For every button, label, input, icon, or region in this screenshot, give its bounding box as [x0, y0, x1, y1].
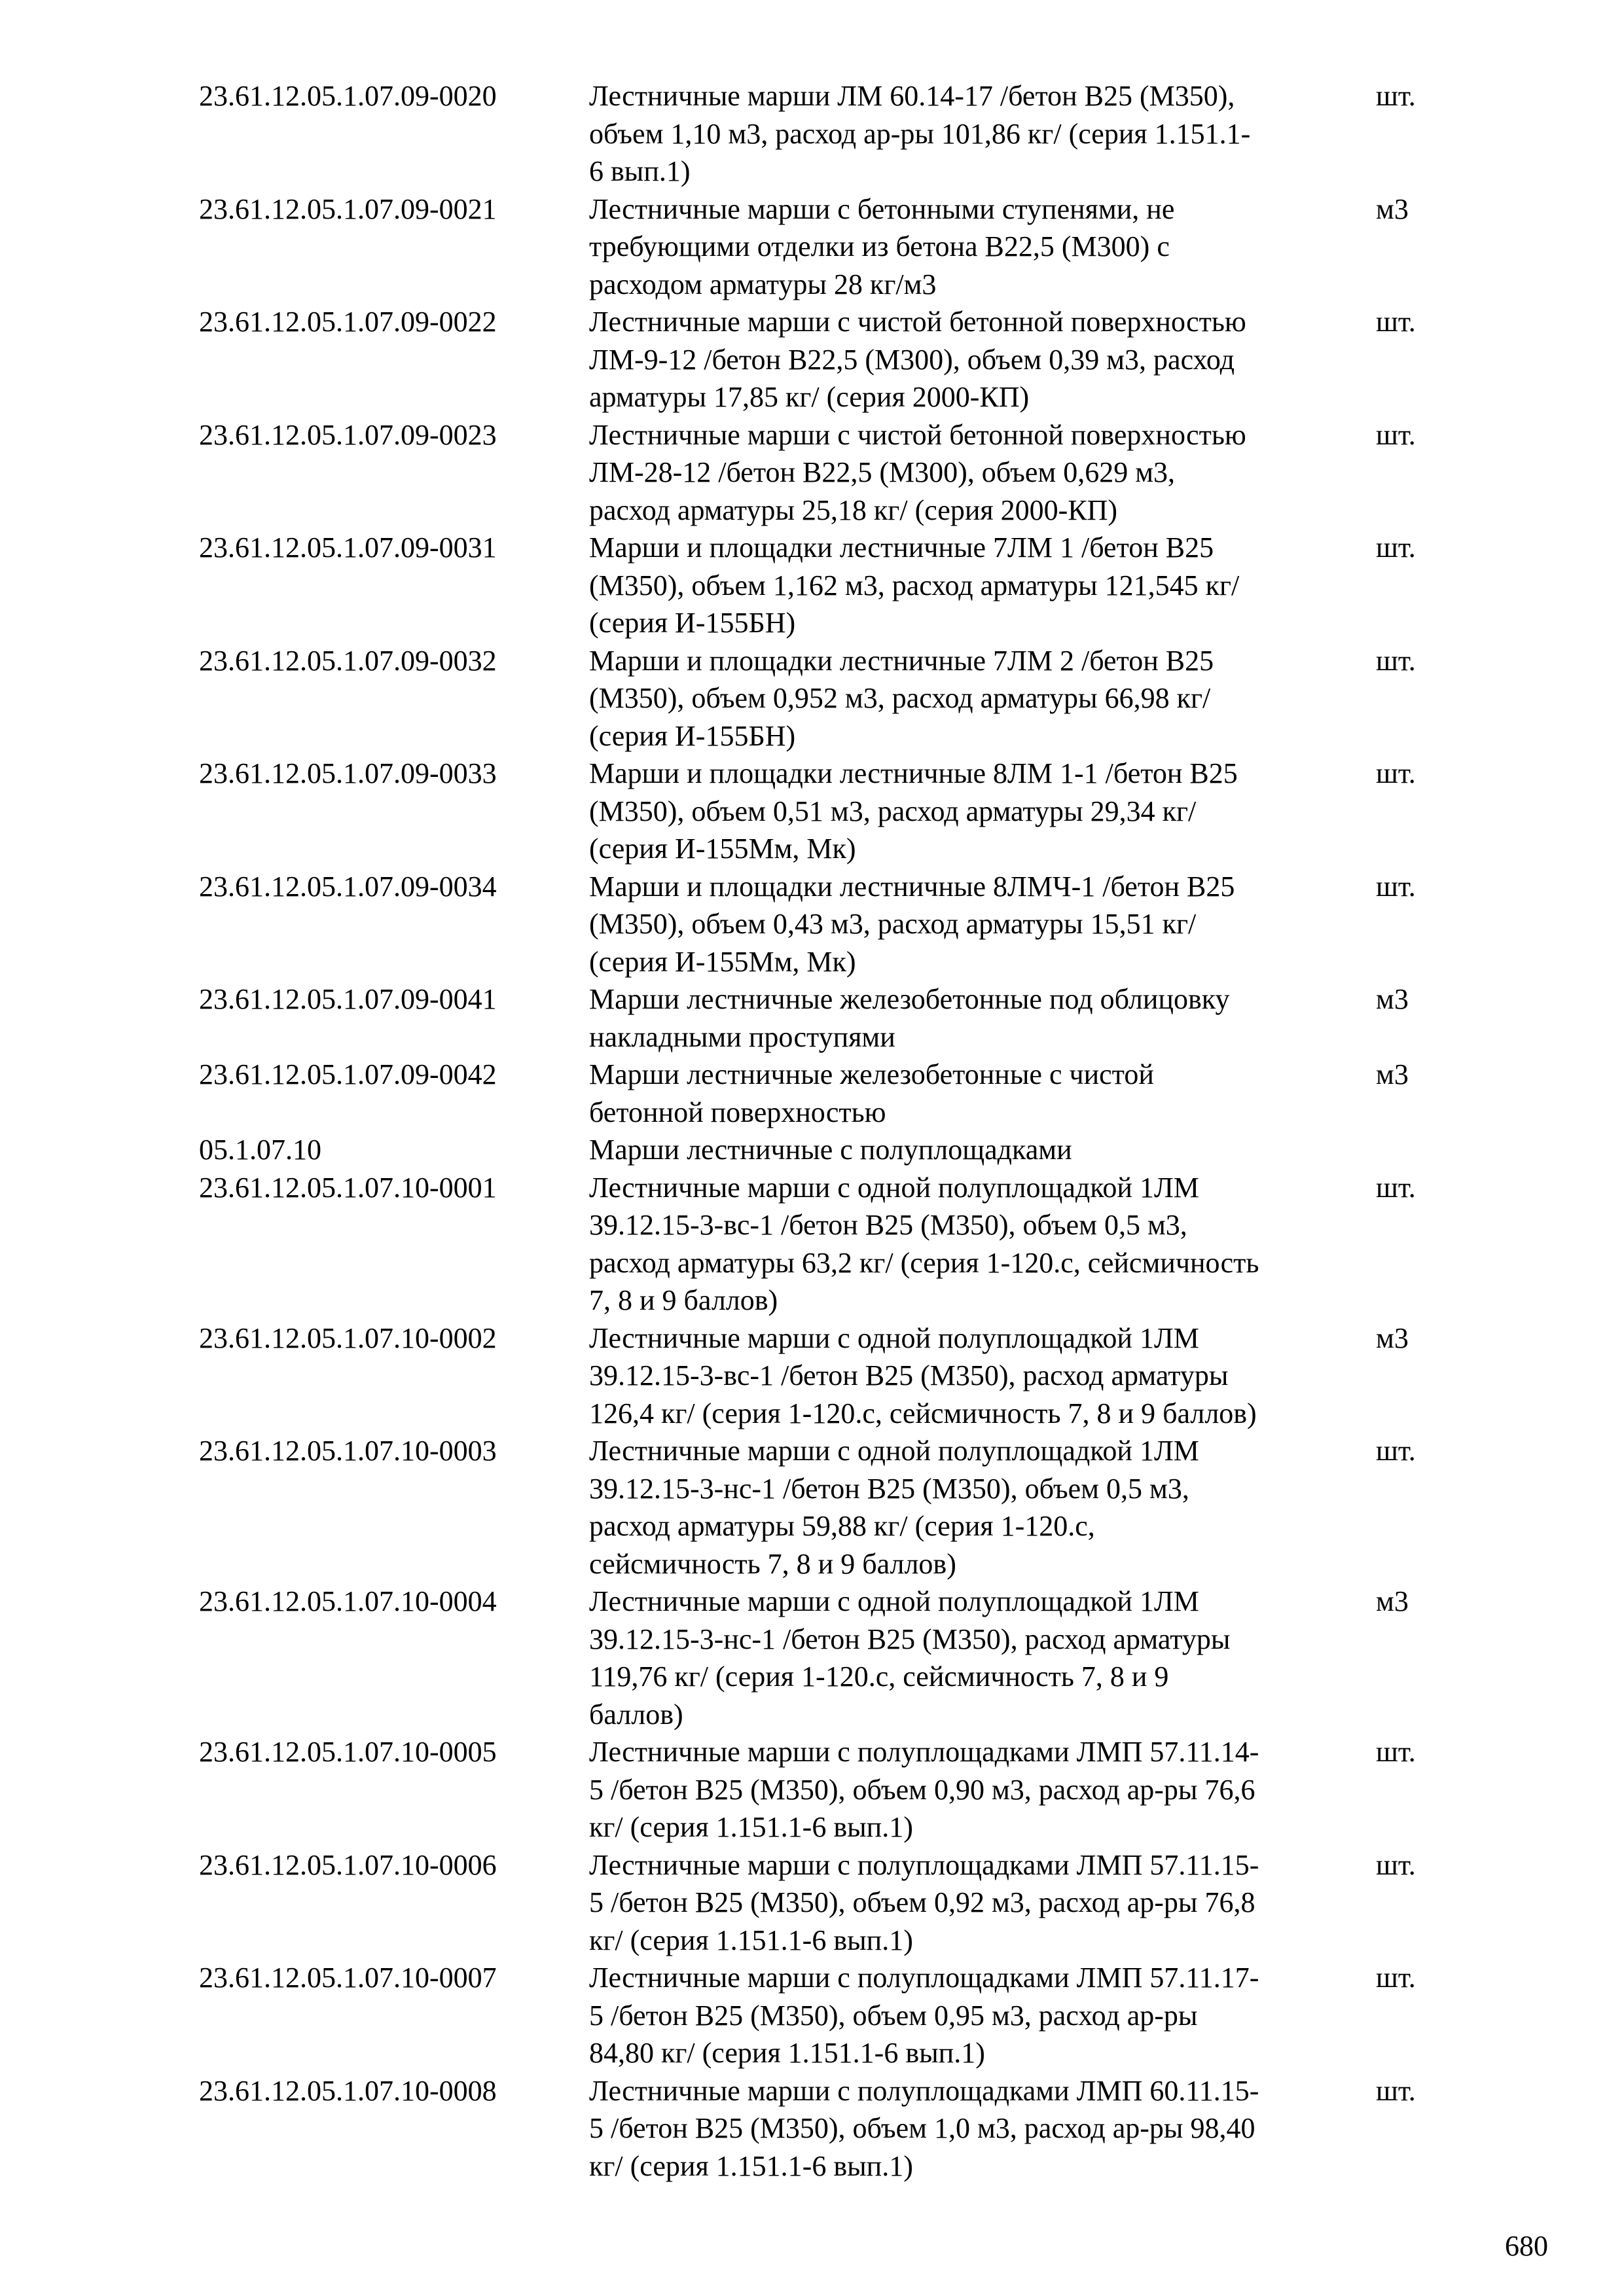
unit-of-measure: шт. [1376, 418, 1416, 451]
resource-code: 23.61.12.05.1.07.09-0020 [199, 80, 497, 112]
unit-of-measure: шт. [1376, 80, 1416, 112]
resource-code: 23.61.12.05.1.07.09-0032 [199, 644, 497, 677]
catalog-row [199, 868, 1430, 981]
catalog-row [199, 1583, 1430, 1733]
resource-code: 23.61.12.05.1.07.09-0041 [199, 983, 497, 1015]
catalog-row [199, 416, 1430, 529]
catalog-row [199, 1846, 1430, 1960]
resource-name: Лестничные марши с полуплощадками ЛМП 57.11.14- 5 /бетон В25 (М350), объем 0,90 м3, расход ар-ры 76,6 кг/ (серия 1.151.1-6 вып.1) [589, 1736, 1259, 1843]
resource-code: 23.61.12.05.1.07.10-0002 [199, 1321, 497, 1354]
catalog-row [199, 529, 1430, 642]
catalog-row [199, 642, 1430, 755]
section-code: 05.1.07.10 [199, 1134, 321, 1166]
resource-name: Лестничные марши с одной полуплощадкой 1ЛМ 39.12.15-3-нс-1 /бетон В25 (М350), расход арматуры 119,76 кг/ (серия 1-120.с, сейсмичность 7, 8 и 9 баллов) [589, 1585, 1231, 1731]
resource-code: 23.61.12.05.1.07.09-0023 [199, 418, 497, 451]
resource-name: Лестничные марши с полуплощадками ЛМП 57.11.15- 5 /бетон В25 (М350), объем 0,92 м3, расход ар-ры 76,8 кг/ (серия 1.151.1-6 вып.1) [589, 1848, 1259, 1956]
resource-code: 23.61.12.05.1.07.09-0033 [199, 757, 497, 789]
resource-name: Марши и площадки лестничные 8ЛМ 1-1 /бетон В25 (М350), объем 0,51 м3, расход арматуры 29,34 кг/ (серия И-155Мм, Мк) [589, 757, 1238, 865]
section-header-row [199, 1131, 1430, 1169]
resource-code: 23.61.12.05.1.07.09-0034 [199, 870, 497, 903]
resource-code: 23.61.12.05.1.07.10-0005 [199, 1736, 497, 1768]
resource-name: Марши и площадки лестничные 7ЛМ 1 /бетон В25 (М350), объем 1,162 м3, расход арматуры 121,545 кг/ (серия И-155БН) [589, 531, 1240, 639]
resource-name: Марши и площадки лестничные 7ЛМ 2 /бетон В25 (М350), объем 0,952 м3, расход арматуры 66,98 кг/ (серия И-155БН) [589, 644, 1214, 752]
resource-name: Марши лестничные железобетонные под облицовку накладными проступями [589, 983, 1230, 1053]
unit-of-measure: шт. [1376, 1736, 1416, 1768]
resource-name: Марши и площадки лестничные 8ЛМЧ-1 /бетон В25 (М350), объем 0,43 м3, расход арматуры 15,51 кг/ (серия И-155Мм, Мк) [589, 870, 1235, 978]
catalog-row [199, 2072, 1430, 2185]
resource-name: Лестничные марши с одной полуплощадкой 1ЛМ 39.12.15-3-вс-1 /бетон В25 (М350), расход арматуры 126,4 кг/ (серия 1-120.с, сейсмичность 7, 8 и 9 баллов) [589, 1321, 1257, 1429]
catalog-table [199, 77, 1430, 2185]
resource-name: Лестничные марши с одной полуплощадкой 1ЛМ 39.12.15-3-нс-1 /бетон В25 (М350), объем 0,5 м3, расход арматуры 59,88 кг/ (серия 1-120.с, сейсмичность 7, 8 и 9 баллов) [589, 1435, 1199, 1580]
resource-code: 23.61.12.05.1.07.10-0001 [199, 1171, 497, 1204]
catalog-row [199, 1733, 1430, 1846]
resource-code: 23.61.12.05.1.07.09-0031 [199, 531, 497, 564]
catalog-row [199, 1319, 1430, 1433]
catalog-row [199, 1959, 1430, 2072]
page-number: 680 [1505, 2230, 1548, 2262]
unit-of-measure: м3 [1376, 983, 1409, 1015]
unit-of-measure: шт. [1376, 1962, 1416, 1994]
unit-of-measure: шт. [1376, 644, 1416, 677]
catalog-row [199, 1056, 1430, 1131]
catalog-row [199, 77, 1430, 190]
unit-of-measure: м3 [1376, 1585, 1409, 1617]
resource-code: 23.61.12.05.1.07.10-0006 [199, 1848, 497, 1881]
resource-code: 23.61.12.05.1.07.09-0022 [199, 306, 497, 338]
resource-name: Лестничные марши с одной полуплощадкой 1ЛМ 39.12.15-3-вс-1 /бетон В25 (М350), объем 0,5 м3, расход арматуры 63,2 кг/ (серия 1-120.с, сейсмичность 7, 8 и 9 баллов) [589, 1171, 1259, 1316]
unit-of-measure: шт. [1376, 306, 1416, 338]
catalog-row [199, 190, 1430, 304]
unit-of-measure: шт. [1376, 870, 1416, 903]
resource-name: Лестничные марши ЛМ 60.14-17 /бетон В25 (М350), объем 1,10 м3, расход ар-ры 101,86 кг/ (серия 1.151.1- 6 вып.1) [589, 80, 1251, 187]
unit-of-measure: м3 [1376, 192, 1409, 225]
resource-name: Лестничные марши с полуплощадками ЛМП 60.11.15- 5 /бетон В25 (М350), объем 1,0 м3, расход ар-ры 98,40 кг/ (серия 1.151.1-6 вып.1) [589, 2074, 1259, 2182]
unit-of-measure: шт. [1376, 1171, 1416, 1204]
resource-code: 23.61.12.05.1.07.10-0008 [199, 2074, 497, 2107]
resource-name: Марши лестничные железобетонные с чистой бетонной поверхностью [589, 1058, 1154, 1128]
resource-name: Лестничные марши с бетонными ступенями, не требующими отделки из бетона В22,5 (М300) с расходом арматуры 28 кг/м3 [589, 192, 1175, 300]
resource-code: 23.61.12.05.1.07.10-0007 [199, 1962, 497, 1994]
catalog-row [199, 303, 1430, 416]
catalog-row [199, 755, 1430, 868]
resource-name: Лестничные марши с чистой бетонной поверхностью ЛМ-28-12 /бетон В22,5 (М300), объем 0,629 м3, расход арматуры 25,18 кг/ (серия 2000-КП) [589, 418, 1246, 526]
section-title: Марши лестничные с полуплощадками [589, 1134, 1072, 1166]
unit-of-measure: шт. [1376, 2074, 1416, 2107]
resource-code: 23.61.12.05.1.07.09-0042 [199, 1058, 497, 1090]
catalog-row [199, 1432, 1430, 1583]
resource-name: Лестничные марши с чистой бетонной поверхностью ЛМ-9-12 /бетон В22,5 (М300), объем 0,39 м3, расход арматуры 17,85 кг/ (серия 2000-КП) [589, 306, 1246, 413]
resource-code: 23.61.12.05.1.07.10-0003 [199, 1435, 497, 1467]
unit-of-measure: шт. [1376, 1848, 1416, 1881]
unit-of-measure: м3 [1376, 1058, 1409, 1090]
catalog-row [199, 1169, 1430, 1319]
unit-of-measure: шт. [1376, 1435, 1416, 1467]
unit-of-measure: шт. [1376, 531, 1416, 564]
unit-of-measure: шт. [1376, 757, 1416, 789]
catalog-row [199, 980, 1430, 1056]
resource-name: Лестничные марши с полуплощадками ЛМП 57.11.17- 5 /бетон В25 (М350), объем 0,95 м3, расход ар-ры 84,80 кг/ (серия 1.151.1-6 вып.1) [589, 1962, 1259, 2069]
unit-of-measure: м3 [1376, 1321, 1409, 1354]
resource-code: 23.61.12.05.1.07.09-0021 [199, 192, 497, 225]
resource-code: 23.61.12.05.1.07.10-0004 [199, 1585, 497, 1617]
